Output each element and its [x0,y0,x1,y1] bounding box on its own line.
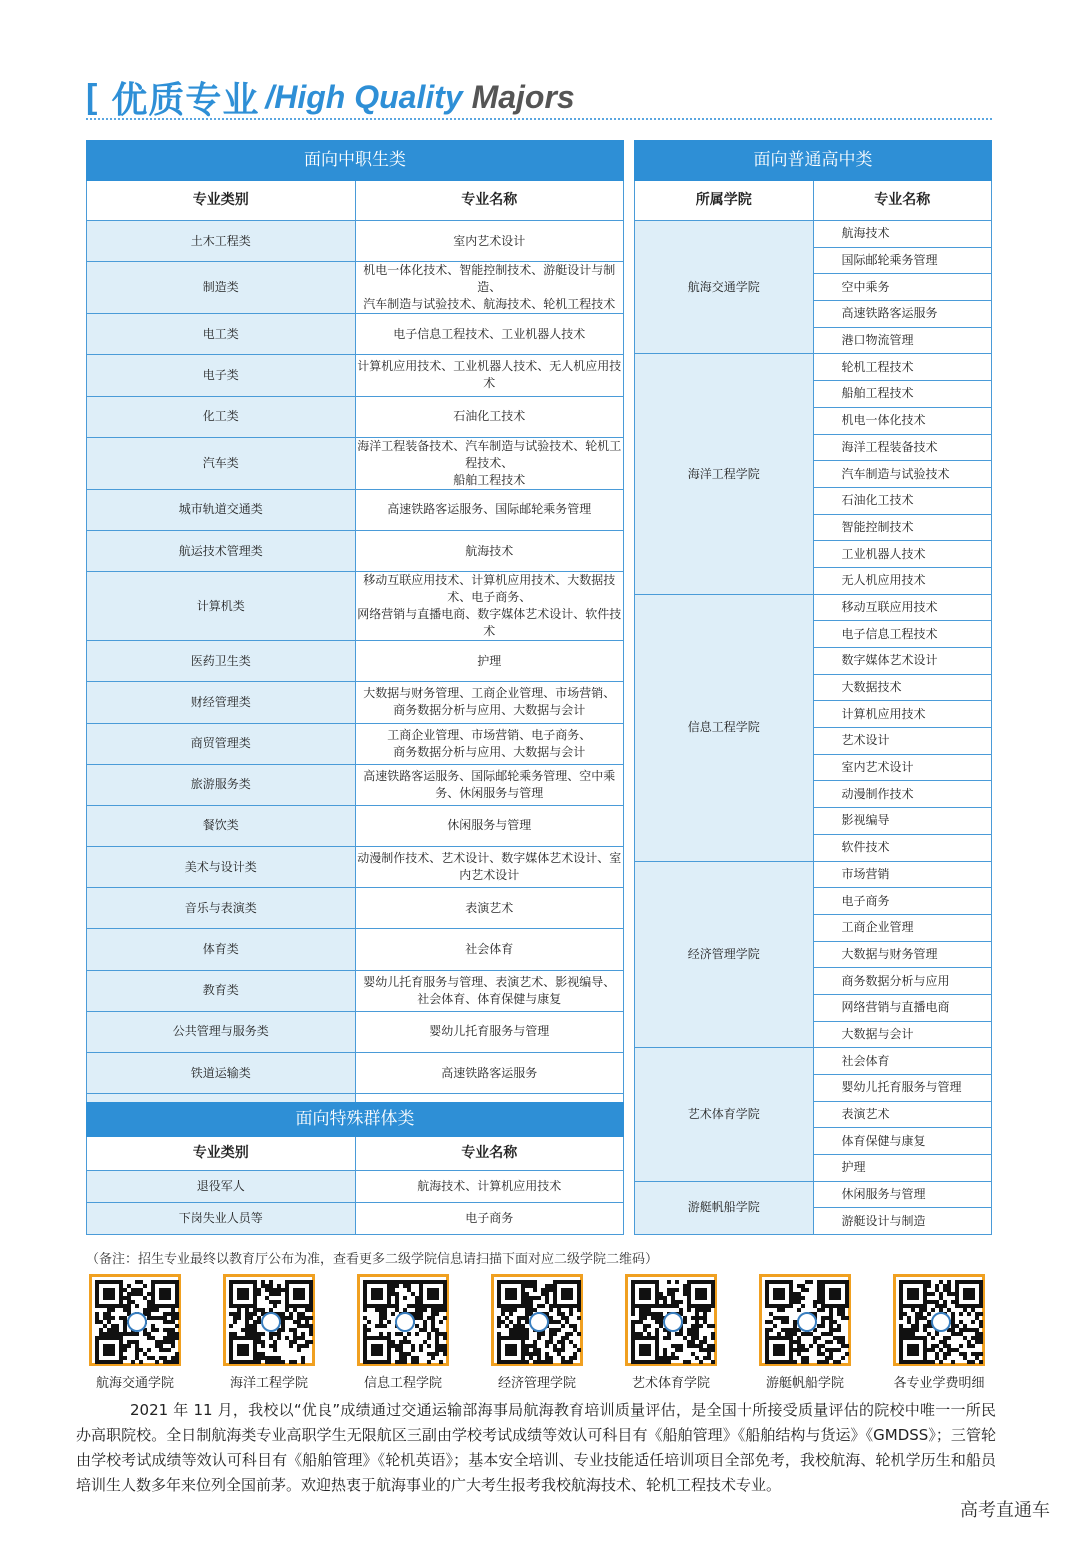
major-cell: 电子信息工程技术 [813,621,992,648]
category-cell: 电工类 [87,314,356,355]
title-row [86,72,575,122]
title-english [265,79,574,116]
qr-code-label: 经济管理学院 [497,1376,576,1391]
major-cell: 护理 [813,1155,992,1182]
major-cell: 大数据技术 [813,674,992,701]
major-cell: 商务数据分析与应用 [813,968,992,995]
table-row [87,682,624,723]
table-row [87,641,624,682]
category-cell: 商贸管理类 [87,723,356,764]
title-bracket: [ [86,77,98,116]
major-names-cell: 室内艺术设计 [355,221,624,262]
category-cell: 旅游服务类 [87,764,356,805]
table-row [635,861,992,888]
qr-code-item[interactable] [616,1274,726,1391]
major-cell: 空中乘务 [813,274,992,301]
college-cell: 游艇帆船学院 [635,1181,814,1234]
intro-paragraph: 2021 年 11 月，我校以“优良”成绩通过交通运输部海事局航海教育培训质量评估，是全国十所接受质量评估的院校中唯一一所民办高职院校。全日制航海类专业高职学生无限航区三副由学校考试成绩等效认可科目有《船舶管理》《船舶结构与货运》《GMDSS》；三管轮由学校考试成绩等效认可科目有《船舶管理》《轮机英语》；基本安全培训、专业技能适任培训项目全部免考，我校航海、轮机学历生和船员培训生人数多年来位列全国前茅。欢迎热衷于航海事业的广大考生报考我校航海技术、轮机工程技术专业。 [76,1401,996,1494]
table-row [635,1048,992,1075]
qr-pattern [95,1280,179,1364]
major-cell: 体育保健与康复 [813,1128,992,1155]
qr-code-label: 艺术体育学院 [631,1376,710,1391]
qr-pattern [899,1280,983,1364]
category-cell: 计算机类 [87,572,356,641]
table-row [87,805,624,846]
major-names-cell: 石油化工技术 [355,396,624,437]
major-names-cell: 航海技术、计算机应用技术 [355,1171,624,1203]
major-names-cell: 工商企业管理、市场营销、电子商务、 商务数据分析与应用、大数据与会计 [355,723,624,764]
enrollment-note: （备注：招生专业最终以教育厅公布为准，查看更多二级学院信息请扫描下面对应二级学院二维码） [86,1252,659,1267]
major-cell: 无人机应用技术 [813,567,992,594]
major-names-cell: 高速铁路客运服务、国际邮轮乘务管理 [355,489,624,530]
special-col-name: 专业名称 [355,1137,624,1171]
category-cell: 体育类 [87,929,356,970]
qr-code-icon[interactable] [759,1274,851,1366]
qr-code-row [80,1274,1000,1394]
table-row [87,929,624,970]
table-row [635,221,992,248]
major-cell: 数字媒体艺术设计 [813,648,992,675]
table-row [87,1011,624,1052]
major-names-cell: 计算机应用技术、工业机器人技术、无人机应用技术 [355,355,624,396]
dotted-divider [86,118,992,120]
vocational-rows [87,221,624,1135]
qr-code-label: 各专业学费明细 [893,1376,985,1391]
category-cell: 铁道运输类 [87,1053,356,1094]
category-cell: 航运技术管理类 [87,530,356,571]
table-row [87,314,624,355]
college-cell: 艺术体育学院 [635,1048,814,1181]
vocational-caption: 面向中职生类 [87,141,624,181]
table-row [87,221,624,262]
category-cell: 医药卫生类 [87,641,356,682]
major-cell: 室内艺术设计 [813,754,992,781]
college-cell: 经济管理学院 [635,861,814,1048]
major-cell: 智能控制技术 [813,514,992,541]
major-names-cell: 机电一体化技术、智能控制技术、游艇设计与制造、 汽车制造与试验技术、航海技术、轮机工程技术 [355,262,624,314]
major-cell: 港口物流管理 [813,327,992,354]
qr-code-item[interactable] [750,1274,860,1391]
category-cell: 美术与设计类 [87,847,356,888]
major-cell: 大数据与会计 [813,1021,992,1048]
table-row [87,262,624,314]
major-cell: 休闲服务与管理 [813,1181,992,1208]
major-cell: 石油化工技术 [813,487,992,514]
qr-code-item[interactable] [214,1274,324,1391]
qr-code-icon[interactable] [89,1274,181,1366]
table-row [635,1181,992,1208]
table-row [87,764,624,805]
major-cell: 婴幼儿托育服务与管理 [813,1075,992,1102]
major-names-cell: 高速铁路客运服务、国际邮轮乘务管理、空中乘务、休闲服务与管理 [355,764,624,805]
general-col-name: 专业名称 [813,181,992,221]
category-cell: 城市轨道交通类 [87,489,356,530]
category-cell: 下岗失业人员等 [87,1203,356,1235]
title-chinese: 优质专业 [111,79,260,121]
major-cell: 机电一体化技术 [813,407,992,434]
major-cell: 工商企业管理 [813,914,992,941]
general-col-college: 所属学院 [635,181,814,221]
major-cell: 工业机器人技术 [813,541,992,568]
category-cell: 公共管理与服务类 [87,1011,356,1052]
qr-pattern [765,1280,849,1364]
table-row [87,1053,624,1094]
table-row [87,847,624,888]
major-names-cell: 动漫制作技术、艺术设计、数字媒体艺术设计、室内艺术设计 [355,847,624,888]
major-cell: 大数据与财务管理 [813,941,992,968]
major-cell: 艺术设计 [813,728,992,755]
vocational-table [86,140,624,1135]
major-cell: 高速铁路客运服务 [813,301,992,328]
table-row [87,489,624,530]
vocational-col-name: 专业名称 [355,181,624,221]
qr-pattern [363,1280,447,1364]
major-names-cell: 海洋工程装备技术、汽车制造与试验技术、轮机工程技术、 船舶工程技术 [355,437,624,489]
table-row [87,530,624,571]
table-row [635,354,992,381]
major-cell: 市场营销 [813,861,992,888]
major-cell: 表演艺术 [813,1101,992,1128]
qr-pattern [631,1280,715,1364]
table-row [87,1171,624,1203]
category-cell: 土木工程类 [87,221,356,262]
major-cell: 游艇设计与制造 [813,1208,992,1235]
major-cell: 电子商务 [813,888,992,915]
major-names-cell: 航海技术 [355,530,624,571]
vocational-col-category: 专业类别 [87,181,356,221]
qr-code-item[interactable] [348,1274,458,1391]
table-row [87,355,624,396]
major-cell: 动漫制作技术 [813,781,992,808]
general-caption: 面向普通高中类 [635,141,992,181]
category-cell: 退役军人 [87,1171,356,1203]
qr-code-item[interactable] [80,1274,190,1391]
watermark: 高考直通车 [960,1500,1050,1521]
major-names-cell: 休闲服务与管理 [355,805,624,846]
qr-pattern [229,1280,313,1364]
category-cell: 餐饮类 [87,805,356,846]
major-names-cell: 移动互联应用技术、计算机应用技术、大数据技术、电子商务、 网络营销与直播电商、数字媒体艺术设计、软件技术 [355,572,624,641]
college-cell: 信息工程学院 [635,594,814,861]
category-cell: 音乐与表演类 [87,888,356,929]
qr-code-label: 信息工程学院 [363,1376,442,1391]
category-cell: 电子类 [87,355,356,396]
college-cell: 航海交通学院 [635,221,814,354]
major-cell: 航海技术 [813,221,992,248]
qr-code-item[interactable] [884,1274,994,1391]
table-row [87,1203,624,1235]
major-names-cell: 社会体育 [355,929,624,970]
major-cell: 移动互联应用技术 [813,594,992,621]
major-names-cell: 大数据与财务管理、工商企业管理、市场营销、 商务数据分析与应用、大数据与会计 [355,682,624,723]
college-cell: 海洋工程学院 [635,354,814,594]
title-english-part2: Majors [471,78,575,115]
table-row [87,396,624,437]
major-cell: 船舶工程技术 [813,381,992,408]
qr-code-icon[interactable] [625,1274,717,1366]
qr-code-icon[interactable] [223,1274,315,1366]
table-row [87,970,624,1011]
qr-code-item[interactable] [482,1274,592,1391]
major-names-cell: 电子信息工程技术、工业机器人技术 [355,314,624,355]
major-cell: 国际邮轮乘务管理 [813,247,992,274]
qr-code-label: 海洋工程学院 [229,1376,308,1391]
major-cell: 软件技术 [813,834,992,861]
qr-code-icon[interactable] [491,1274,583,1366]
special-rows [87,1171,624,1235]
major-names-cell: 婴幼儿托育服务与管理 [355,1011,624,1052]
general-rows [635,221,992,1235]
qr-code-label: 游艇帆船学院 [765,1376,844,1391]
special-caption: 面向特殊群体类 [87,1103,624,1137]
category-cell: 化工类 [87,396,356,437]
major-cell: 网络营销与直播电商 [813,994,992,1021]
major-names-cell: 护理 [355,641,624,682]
category-cell: 制造类 [87,262,356,314]
qr-code-icon[interactable] [893,1274,985,1366]
major-names-cell: 高速铁路客运服务 [355,1053,624,1094]
major-cell: 汽车制造与试验技术 [813,461,992,488]
qr-pattern [497,1280,581,1364]
special-col-category: 专业类别 [87,1137,356,1171]
table-row [87,437,624,489]
category-cell: 教育类 [87,970,356,1011]
major-cell: 海洋工程装备技术 [813,434,992,461]
category-cell: 财经管理类 [87,682,356,723]
category-cell: 汽车类 [87,437,356,489]
qr-code-label: 航海交通学院 [95,1376,174,1391]
qr-code-icon[interactable] [357,1274,449,1366]
major-names-cell: 电子商务 [355,1203,624,1235]
table-row [87,572,624,641]
major-cell: 计算机应用技术 [813,701,992,728]
special-table [86,1102,624,1235]
title-english-part1: /High Quality [265,78,463,115]
table-row [87,888,624,929]
major-cell: 影视编导 [813,808,992,835]
general-table [634,140,992,1235]
table-row [87,723,624,764]
major-names-cell: 婴幼儿托育服务与管理、表演艺术、影视编导、 社会体育、体育保健与康复 [355,970,624,1011]
major-cell: 轮机工程技术 [813,354,992,381]
major-names-cell: 表演艺术 [355,888,624,929]
major-cell: 社会体育 [813,1048,992,1075]
table-row [635,594,992,621]
